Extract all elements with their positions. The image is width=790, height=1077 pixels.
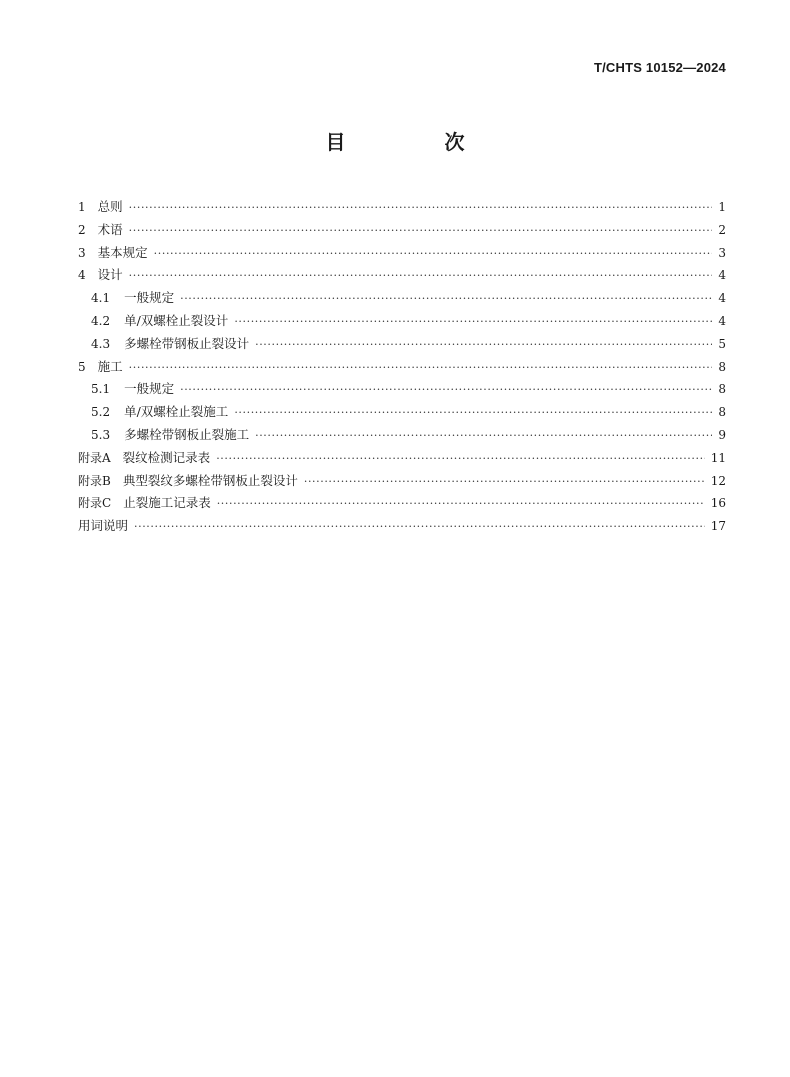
- toc-entry-page: 8: [718, 382, 726, 397]
- dot-leader: [180, 288, 712, 311]
- dot-leader: [180, 379, 712, 402]
- dot-leader: [129, 197, 713, 220]
- toc-entry-page: 1: [718, 200, 726, 214]
- dot-leader: [234, 311, 712, 334]
- dot-leader: [234, 402, 712, 425]
- dot-leader: [304, 471, 705, 494]
- dot-leader: [154, 243, 713, 266]
- page-title: 目 次: [325, 130, 511, 154]
- toc-entry-label: 施工: [97, 358, 123, 374]
- toc-entry-label: 单/双螺栓止裂施工: [124, 404, 229, 420]
- toc-entry-label: 总则: [97, 199, 123, 214]
- dot-leader: [129, 265, 713, 288]
- toc-entry-page: 17: [710, 519, 726, 534]
- toc-entry-number: 1: [78, 200, 86, 214]
- toc-entry-page: 16: [710, 496, 726, 511]
- toc-entry-number: 4.1: [91, 291, 111, 306]
- toc-entry-number: 附录A: [78, 450, 111, 465]
- dot-leader: [216, 448, 705, 471]
- toc-entry-5-3[interactable]: [78, 424, 726, 447]
- dot-leader: [217, 493, 705, 516]
- toc-entry-4-3[interactable]: [78, 333, 726, 356]
- toc-entry-label: 基本规定: [97, 244, 148, 260]
- toc-entry-number: 2: [78, 222, 86, 237]
- toc-entry-appendix-a[interactable]: [78, 447, 726, 470]
- toc-entry-page: 4: [718, 268, 726, 283]
- toc-entry-page: 4: [718, 313, 726, 328]
- dot-leader: [255, 334, 712, 357]
- toc-entry-4-2[interactable]: [78, 310, 726, 333]
- toc-entry-page: 8: [718, 405, 726, 420]
- toc-entry-label: 术语: [97, 221, 123, 237]
- toc-entry-5-2[interactable]: [78, 401, 726, 424]
- toc-entry-appendix-c[interactable]: [78, 492, 726, 515]
- toc-entry-number: 4: [78, 268, 86, 283]
- toc-entry-label: 典型裂纹多螺栓带钢板止裂设计: [122, 472, 298, 488]
- toc-entry-1[interactable]: [78, 196, 726, 219]
- toc-entry-number: 4.2: [91, 313, 111, 328]
- toc-entry-page: 3: [718, 245, 726, 260]
- toc-entry-number: 5.3: [91, 427, 111, 442]
- toc-entry-number: 5: [78, 359, 86, 374]
- toc-entry-number: 3: [78, 245, 86, 260]
- toc-entry-page: 11: [710, 450, 726, 465]
- toc-entry-3[interactable]: [78, 242, 726, 265]
- dot-leader: [129, 357, 713, 380]
- toc-entry-page: 5: [718, 336, 726, 351]
- toc-entry-number: 5.1: [91, 382, 111, 397]
- toc-entry-label: 止裂施工记录表: [123, 495, 211, 511]
- toc-entry-label: 多螺栓带钢板止裂设计: [124, 335, 250, 351]
- toc-entry-label: 设计: [97, 267, 123, 283]
- toc-entry-label: 用词说明: [78, 518, 129, 534]
- toc-entry-label: 单/双螺栓止裂设计: [124, 312, 229, 328]
- toc-entry-appendix-b[interactable]: [78, 470, 726, 493]
- toc-entry-number: 附录B: [78, 473, 111, 488]
- dot-leader: [134, 516, 705, 539]
- toc-entry-page: 9: [718, 427, 726, 442]
- document-code: T/CHTS 10152—2024: [593, 60, 726, 75]
- toc-entry-2[interactable]: [78, 219, 726, 242]
- dot-leader: [129, 220, 713, 243]
- toc-entry-number: 4.3: [91, 336, 111, 351]
- toc-entry-page: 8: [718, 359, 726, 374]
- toc-entry-terms-usage[interactable]: [78, 515, 726, 538]
- toc-entry-5[interactable]: [78, 356, 726, 379]
- toc-entry-4-1[interactable]: [78, 287, 726, 310]
- dot-leader: [255, 425, 712, 448]
- table-of-contents: [78, 196, 726, 538]
- toc-entry-page: 4: [718, 291, 726, 306]
- toc-entry-5-1[interactable]: [78, 378, 726, 401]
- toc-entry-4[interactable]: [78, 264, 726, 287]
- toc-entry-label: 裂纹检测记录表: [122, 449, 211, 465]
- toc-entry-page: 2: [718, 222, 726, 237]
- toc-entry-number: 附录C: [78, 496, 112, 511]
- toc-entry-label: 多螺栓带钢板止裂施工: [124, 426, 250, 442]
- toc-entry-number: 5.2: [91, 405, 111, 420]
- toc-entry-label: 一般规定: [124, 381, 175, 397]
- toc-entry-page: 12: [710, 473, 726, 488]
- toc-entry-label: 一般规定: [124, 290, 175, 306]
